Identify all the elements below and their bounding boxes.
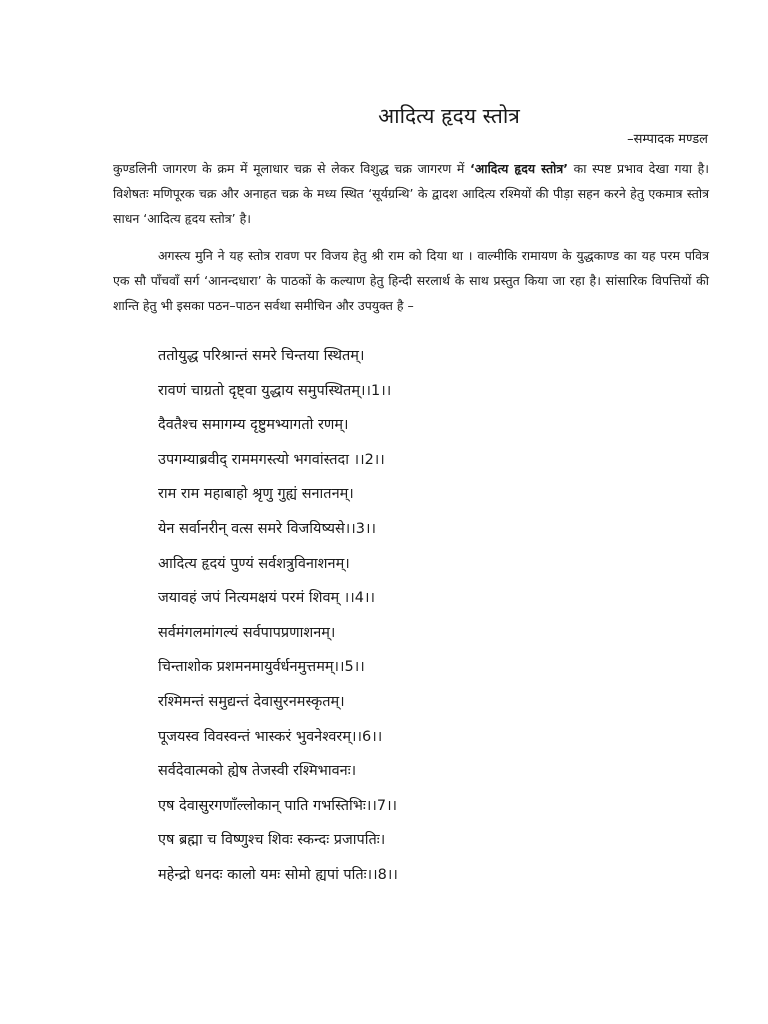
verse-line: एष देवासुरगणाँल्लोकान् पाति गभस्तिभिः।।7।।: [158, 797, 398, 814]
verse-line: दैवतैश्च समागम्य दृष्टुमभ्यागतो रणम्।: [158, 417, 349, 434]
verse-line: जयावहं जपं नित्यमक्षयं परमं शिवम् ।।4।।: [158, 590, 376, 607]
intro-text-start: कुण्डलिनी जागरण के क्रम में मूलाधार चक्र से लेकर विशुद्ध चक्र जागरण में: [113, 161, 471, 176]
verse-line: सर्वमंगलमांगल्यं सर्वपापप्रणाशनम्।: [158, 624, 336, 641]
editor-credit: –सम्पादक मण्डल: [627, 132, 708, 147]
verse-line: आदित्य हृदयं पुण्यं सर्वशत्रुविनाशनम्।: [158, 555, 350, 572]
verse-line: रश्मिमन्तं समुद्यन्तं देवासुरनमस्कृतम्।: [158, 693, 345, 710]
verse-line: पूजयस्व विवस्वन्तं भास्करं भुवनेश्वरम्।।6।।: [158, 728, 383, 745]
verse-line: महेन्द्रो धनदः कालो यमः सोमो ह्यपां पतिः।।8।।: [158, 866, 398, 883]
context-paragraph: अगस्त्य मुनि ने यह स्तोत्र रावण पर विजय हेतु श्री राम को दिया था । वाल्मीकि रामायण के युद्धकाण्ड का यह परम पवित्र एक सौ पाँचवाँ सर्ग ‘आनन्दधारा’ के पाठकों के कल्याण हेतु हिन्दी सरलार्थ के साथ प्रस्तुत किया जा रहा है। सांसारिक विपत्तियों की शान्ति हेतु भी इसका पठन–पाठन सर्वथा समीचिन और उपयुक्त है –: [113, 248, 709, 313]
verse-line: सर्वदेवात्मको ह्येष तेजस्वी रश्मिभावनः।: [158, 763, 357, 780]
verse-line: उपगम्याब्रवीद् राममगस्त्यो भगवांस्तदा ।।2।।: [158, 451, 385, 468]
verse-line: ततोयुद्ध परिश्रान्तं समरे चिन्तया स्थितम्।: [158, 348, 365, 364]
document-title: आदित्य हृदय स्तोत्र: [378, 104, 520, 129]
verse-line: चिन्ताशोक प्रशमनमायुर्वर्धनमुत्तमम्।।5।।: [158, 659, 365, 676]
verse-line: येन सर्वानरीन् वत्स समरे विजयिष्यसे।।3।।: [158, 520, 377, 537]
verse-line: राम राम महाबाहो श्रृणु गुह्यं सनातनम्।: [158, 486, 354, 503]
verse-line: रावणं चाग्रतो दृष्ट्वा युद्धाय समुपस्थितम्।।1।।: [158, 382, 392, 399]
verse-line: एष ब्रह्मा च विष्णुश्च शिवः स्कन्दः प्रजापतिः।: [158, 832, 386, 849]
intro-text-end: का स्पष्ट प्रभाव देखा गया है। विशेषतः मणिपूरक चक्र और अनाहत चक्र के मध्य स्थित ‘सूर्यग्रन्थि’ के द्वादश आदित्य रश्मियों की पीड़ा सहन करने हेतु एकमात्र स्तोत्र साधन ‘आदित्य हृदय स्तोत्र’ है।: [113, 161, 710, 226]
intro-paragraph: [113, 156, 709, 231]
verse-list: [158, 342, 398, 896]
intro-emphasis: ‘आदित्य हृदय स्तोत्र’: [470, 161, 568, 176]
